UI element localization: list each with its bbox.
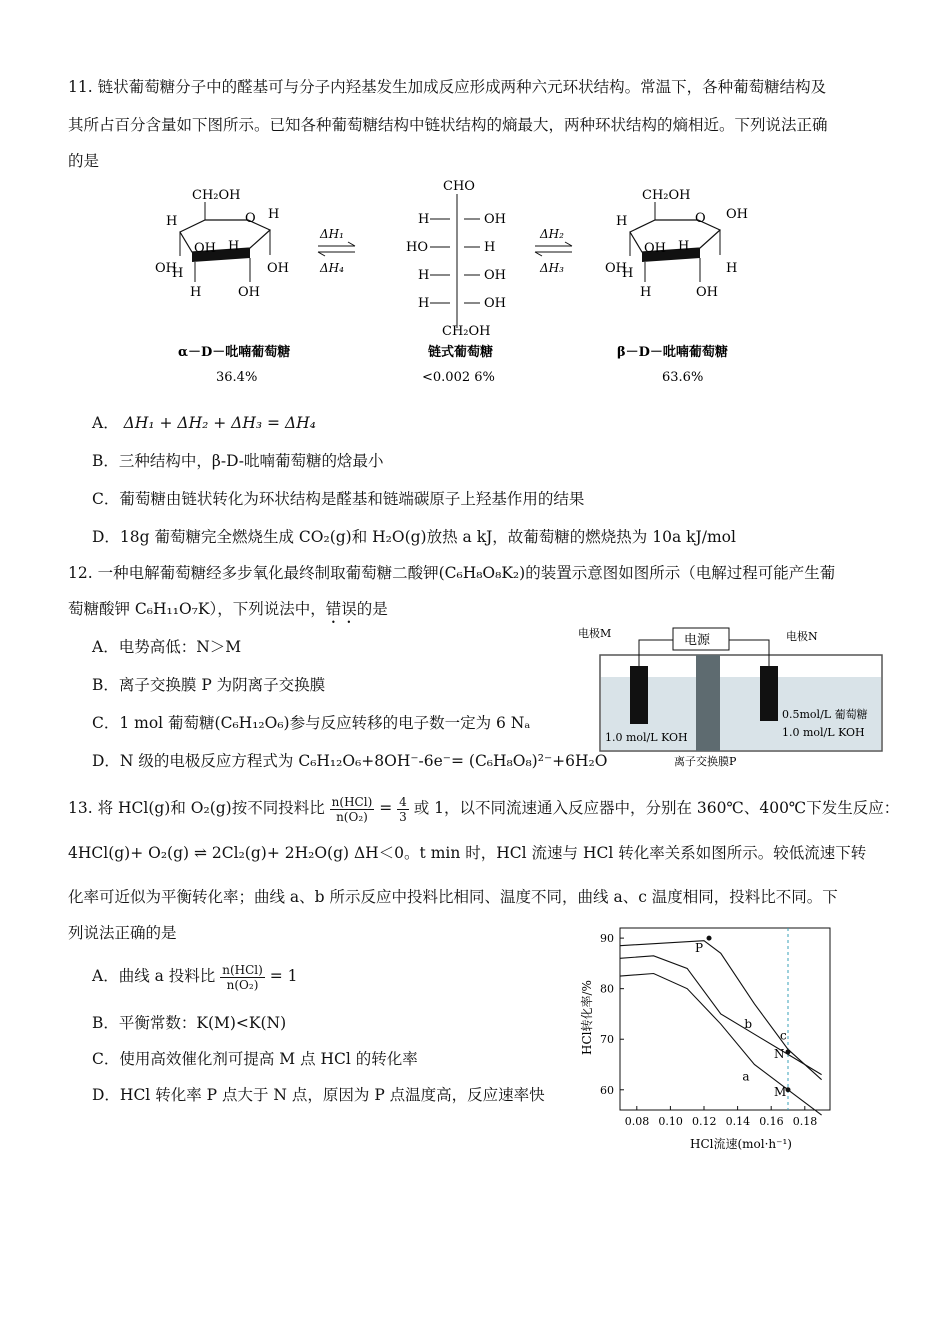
svg-text:CH₂OH: CH₂OH: [192, 188, 241, 203]
chart-point-P: [707, 936, 712, 941]
ion-exchange-membrane: [696, 655, 720, 751]
q13-stem-line2-text: 。t min 时，HCl 流速与 HCl 转化率关系如图所示。较低流速下转: [404, 844, 867, 862]
chain-percent: <0.002 6%: [422, 370, 495, 385]
chart-x-tick-label: 0.16: [759, 1115, 784, 1128]
q12-option-b: B．离子交换膜 P 为阴离子交换膜: [92, 676, 326, 694]
svg-text:H: H: [190, 285, 202, 300]
chart-series-c-line: [620, 941, 822, 1080]
chart-point-N: [786, 1049, 791, 1054]
svg-text:H: H: [726, 261, 738, 276]
q13-option-b: B．平衡常数：K(M)<K(N): [92, 1014, 287, 1032]
q12-stem-line2: [68, 598, 388, 627]
svg-text:H: H: [418, 296, 430, 311]
beta-pyranose-structure: [605, 188, 748, 300]
beta-name: β－D－吡喃葡萄糖: [617, 345, 728, 360]
glucose-structures-figure: [150, 170, 790, 400]
svg-text:H: H: [616, 214, 628, 229]
svg-text:CHO: CHO: [443, 179, 475, 194]
q11-stem-line3: 的是: [68, 152, 100, 170]
svg-text:OH: OH: [155, 261, 177, 276]
svg-text:OH: OH: [484, 212, 506, 227]
option-a-denominator: n(O₂): [226, 977, 259, 992]
chart-series-a-line: [620, 974, 822, 1116]
q12-option-d: D．N 级的电极反应方程式为 C₆H₁₂O₆+8OH⁻-6e⁻= (C₆H₈O₈)²⁻+6H₂O: [92, 752, 608, 770]
electrode-m-label: 电极M: [578, 627, 612, 640]
svg-text:OH: OH: [605, 261, 627, 276]
membrane-label: 离子交换膜P: [674, 755, 737, 768]
chart-y-tick-label: 60: [600, 1083, 614, 1097]
q12-stem-line1: 12. 一种电解葡萄糖经多步氧化最终制取葡萄糖二酸钾(C₆H₈O₈K₂)的装置示意图如图所示（电解过程可能产生葡: [68, 564, 836, 582]
q13-option-c: C．使用高效催化剂可提高 M 点 HCl 的转化率: [92, 1050, 418, 1068]
right-solution-label-2: 1.0 mol/L KOH: [782, 726, 865, 739]
option-a-fraction: [220, 963, 265, 992]
q13-option-d: D．HCl 转化率 P 点大于 N 点，原因为 P 点温度高，反应速率快: [92, 1086, 545, 1104]
svg-text:OH: OH: [267, 261, 289, 276]
electrode-n-label: 电极N: [786, 630, 818, 643]
q13-option-a: [92, 958, 298, 994]
reaction-equation: 4HCl(g)+ O₂(g) ⇌ 2Cl₂(g)+ 2H₂O(g) ΔH＜0: [68, 844, 405, 862]
chart-y-axis-label: HCl转化率/%: [580, 980, 594, 1055]
q11-stem-line1: 11. 链状葡萄糖分子中的醛基可与分子内羟基发生加成反应形成两种六元环状结构。常温下，各种葡萄糖结构及: [68, 78, 827, 96]
svg-text:OH: OH: [194, 241, 216, 256]
chart-x-axis-label: HCl流速(mol·h⁻¹): [690, 1137, 792, 1151]
svg-text:O: O: [245, 211, 256, 226]
q11-option-d: D．18g 葡萄糖完全燃烧生成 CO₂(g)和 H₂O(g)放热 a kJ，故葡萄糖的燃烧热为 10a kJ/mol: [92, 528, 736, 546]
svg-text:HO: HO: [406, 240, 428, 255]
beta-percent: 63.6%: [662, 370, 704, 385]
svg-text:OH: OH: [484, 268, 506, 283]
chart-series-c-label: c: [780, 1028, 787, 1043]
q12-stem-line2-c: 的是: [356, 600, 388, 618]
chain-name: 链式葡萄糖: [428, 345, 494, 360]
chart-series-b-label: b: [744, 1017, 753, 1032]
q11-option-a-text: ΔH₁ + ΔH₂ + ΔH₃ = ΔH₄: [123, 414, 316, 432]
q11-option-b: B．三种结构中，β-D-吡喃葡萄糖的焓最小: [92, 452, 384, 470]
svg-text:CH₂OH: CH₂OH: [642, 188, 691, 203]
chart-point-M-label: M: [774, 1084, 787, 1099]
chart-point-N-label: N: [774, 1046, 785, 1061]
svg-text:H: H: [228, 239, 240, 254]
svg-text:OH: OH: [238, 285, 260, 300]
chain-glucose-structure: [406, 179, 506, 339]
svg-text:H: H: [166, 214, 178, 229]
svg-text:H: H: [172, 266, 184, 281]
chart-x-tick-label: 0.10: [658, 1115, 683, 1128]
svg-text:H: H: [678, 239, 690, 254]
svg-text:H: H: [418, 268, 430, 283]
chart-y-tick-label: 70: [600, 1033, 614, 1047]
electrode-m: [630, 666, 648, 724]
q12-option-c: C．1 mol 葡萄糖(C₆H₁₂O₆)参与反应转移的电子数一定为 6 Nₐ: [92, 714, 531, 732]
fraction-denominator: n(O₂): [336, 809, 368, 824]
q13-option-a-value: = 1: [269, 967, 298, 985]
svg-text:OH: OH: [696, 285, 718, 300]
q11-option-c: C．葡萄糖由链状转化为环状结构是醛基和链端碳原子上羟基作用的结果: [92, 490, 585, 508]
hcl-conversion-chart: [575, 920, 850, 1155]
q13-option-a-text: A．曲线 a 投料比: [92, 967, 216, 985]
q13-stem-line1-a: 13. 将 HCl(g)和 O₂(g)按不同投料比: [68, 799, 325, 817]
q13-stem-line1: 13. 将 HCl(g)和 O₂(g)按不同投料比 $\frac{\text{n(HCl)}}{\text{n(O₂)}}$ = $\frac{4}{3}$ 或 1，以不同流速通入反应器中，分别在 360℃、400℃下发生反应：: [68, 794, 900, 824]
chart-frame: [620, 928, 830, 1110]
alpha-name: α－D－吡喃葡萄糖: [178, 345, 291, 360]
feed-ratio-fraction: [330, 795, 375, 824]
option-a-numerator: n(HCl): [222, 962, 263, 977]
chart-point-P-label: P: [695, 941, 704, 956]
dh4-label: ΔH₄: [320, 261, 344, 275]
q12-option-a: A．电势高低：N＞M: [92, 638, 242, 656]
svg-text:OH: OH: [726, 207, 748, 222]
left-solution-label: 1.0 mol/L KOH: [605, 731, 688, 744]
chart-x-tick-label: 0.12: [692, 1115, 717, 1128]
svg-text:OH: OH: [644, 241, 666, 256]
svg-text:H: H: [268, 207, 280, 222]
ratio-numerator: 4: [399, 794, 407, 809]
ratio-denominator: 3: [399, 809, 407, 824]
q11-option-a: [92, 412, 316, 434]
svg-text:H: H: [640, 285, 652, 300]
svg-text:H: H: [622, 266, 634, 281]
chart-y-tick-label: 90: [600, 932, 614, 946]
q11-stem-line2: 其所占百分含量如下图所示。已知各种葡萄糖结构中链状结构的熵最大，两种环状结构的熵相近。下列说法正确: [68, 116, 828, 134]
chart-x-tick-label: 0.08: [624, 1115, 650, 1128]
alpha-pyranose-structure: [155, 188, 289, 300]
fraction-numerator: n(HCl): [331, 794, 373, 809]
chart-x-tick-label: 0.18: [792, 1115, 818, 1128]
q13-stem-line3: 化率可近似为平衡转化率；曲线 a、b 所示反应中投料比相同、温度不同，曲线 a、c 温度相同，投料比不同。下: [68, 888, 838, 906]
dh1-label: ΔH₁: [320, 227, 344, 241]
dh2-label: ΔH₂: [540, 227, 564, 241]
alpha-percent: 36.4%: [216, 370, 258, 385]
chart-series-a-label: a: [742, 1069, 750, 1084]
svg-text:O: O: [695, 211, 706, 226]
q11-option-a-label: A．: [92, 414, 119, 432]
electrolysis-apparatus-figure: [578, 622, 888, 770]
dh3-label: ΔH₃: [540, 261, 564, 275]
svg-text:H: H: [484, 240, 496, 255]
q12-stem-emphasis: 错误: [325, 600, 357, 618]
power-label: 电源: [684, 633, 711, 648]
q13-stem-line1-b: 或 1，以不同流速通入反应器中，分别在 360℃、400℃下发生反应：: [413, 799, 900, 817]
q12-stem-line2-a: 萄糖酸钾 C₆H₁₁O₇K），下列说法中，: [68, 600, 326, 618]
svg-text:OH: OH: [484, 296, 506, 311]
chart-x-tick-label: 0.14: [725, 1115, 751, 1128]
q13-stem-line2: [68, 842, 866, 864]
q13-stem-line4: 列说法正确的是: [68, 924, 177, 942]
electrode-n: [760, 666, 778, 721]
svg-text:H: H: [418, 212, 430, 227]
chart-y-tick-label: 80: [600, 982, 614, 996]
equilibrium-arrows-left: [318, 242, 355, 256]
equilibrium-arrows-right: [535, 242, 572, 256]
right-solution-label-1: 0.5mol/L 葡萄糖: [782, 708, 868, 721]
ratio-value-fraction: [397, 795, 409, 824]
svg-text:CH₂OH: CH₂OH: [442, 324, 491, 339]
